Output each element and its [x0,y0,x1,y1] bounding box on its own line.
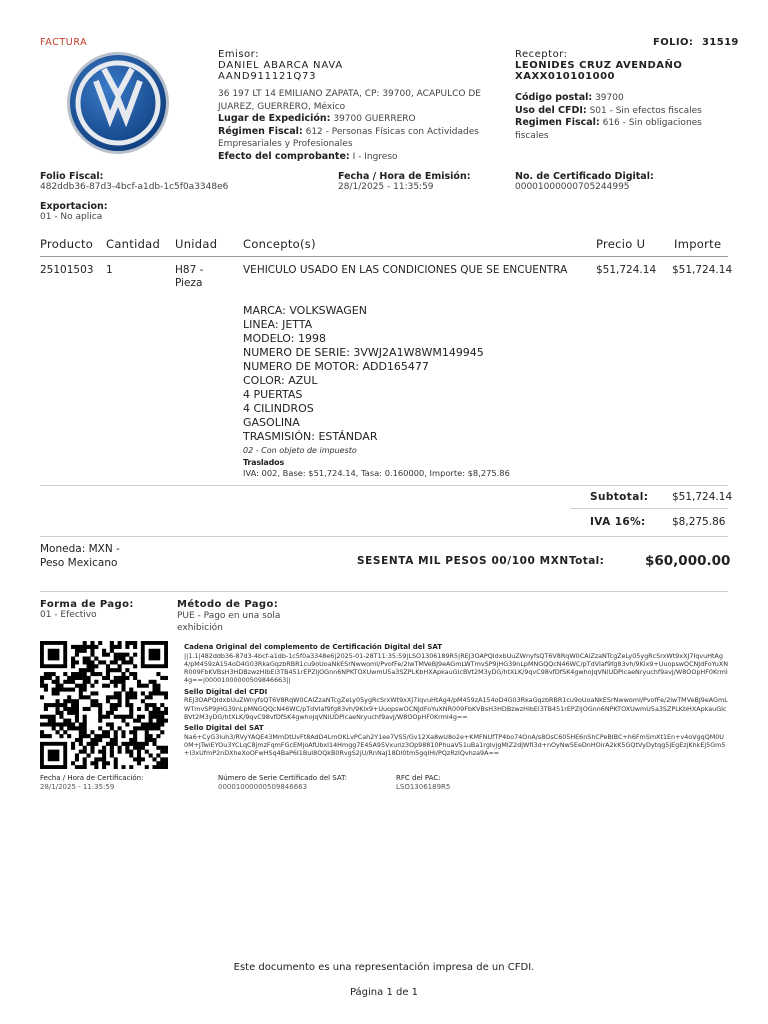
detail-line: MARCA: VOLKSWAGEN [243,304,367,317]
col-concepto: Concepto(s) [243,237,316,251]
row-unidad: H87 - Pieza [175,264,204,289]
row-producto: 25101503 [40,264,94,276]
emisor-address: 36 197 LT 14 EMILIANO ZAPATA, CP: 39700, ACAPULCO DE JUAREZ, GUERRERO, México [218,89,481,112]
rfc-pac-label: RFC del PAC: [396,774,441,782]
uso-label: Uso del CFDI: [515,104,587,116]
folio-fiscal-value: 482ddb36-87d3-4bcf-a1db-1c5f0a3348e6 [40,182,229,192]
traslados-value: IVA: 002, Base: $51,724.14, Tasa: 0.160000, Importe: $8,275.86 [243,468,510,478]
sello-cfdi-label: Sello Digital del CFDI [184,687,268,696]
qr-code-icon [40,641,168,769]
cadena-value: ||1.1|482ddb36-87d3-4bcf-a1db-1c5f0a3348e6|2025-01-28T11:35:59|LSO1306189R5|REJ3OAPQIdxbUuZWnyfsQT6V8RqW0CAlZzaNTcgZeLy05ygRcSrxWt9xXJ7IqvuHtAg4/pM459zA154oD4G03RkaGqzbRBR1cu9oUoaNkESrNwwomI/PvofFe/2lwTMVeBJ9eAGmLWTmvSP9jHG39nLpMNGQQcN46WC/pTdVIaf9fg83vh/9Klx9+UuopswOCNJdFoYuXNR009FbKVBsH3HDBzwzHIbEl3TB451rEPZljOGnn6NPKTOXUwmU5a3SZPLKbHXApkauGIcBVt2M3yDG/htXLK/9qvC98vfDfSK4gwhoJqVNlUDPlcaeNryuchf9avJ/W8OOpHF0KrmI4g==|00001000000509846663|| [184,651,728,685]
total-label: Total: [569,555,605,567]
col-unidad: Unidad [175,237,218,251]
folio-fiscal-label: Folio Fiscal: [40,171,104,182]
detail-line: TRASMISIÓN: ESTÁNDAR [243,430,378,443]
document-type: FACTURA [40,37,88,48]
subtotal-value: $51,724.14 [672,491,733,503]
sello-cfdi-value: REJ3OAPQIdxbUuZWnyfsQT6V8RqW0CAlZzaNTcgZeLy05ygRcSrxWt9xXJ7IqvuHtAg4/pM459zA154oD4G03RkaGqzbRBR1cu9oUoaNkESrNwwomI/PvofFe/2lwTMVeBJ9eAGmLWTmvSP9jHG39nLpMNGQQcN46WC/pTdVIaf9fg83vh/9Klx9+UuopswOCNJdFoYuXNR009FbKVBsH3HDBzwzHIbEl3TB451rEPZljOGnn6NPKTOXUwmU5a3SZPLKbHXApkauGIcBVt2M3yDG/htXLK/9qvC98vfDfSK4gwhoJqVNlUDPlcaeNryuchf9avJ/W8OOpHF0KrmI4g== [184,696,728,721]
detail-line: 4 CILINDROS [243,402,314,415]
emisor-name: DANIEL ABARCA NAVA [218,60,343,71]
fecha-cert-label: Fecha / Hora de Certificación: [40,774,144,782]
col-precio: Precio U [596,237,646,251]
forma-pago-label: Forma de Pago: [40,599,134,610]
detail-line: GASOLINA [243,416,300,429]
totals-bottom-divider [40,536,728,537]
fecha-cert-value: 28/1/2025 - 11:35:59 [40,782,115,791]
folio-label: FOLIO: [653,37,694,48]
total-value: $60,000.00 [645,553,731,569]
efecto-value: I - Ingreso [352,151,398,162]
fecha-emision-label: Fecha / Hora de Emisión: [338,171,471,182]
row-concepto: VEHICULO USADO EN LAS CONDICIONES QUE SE ENCUENTRA [243,264,568,276]
moneda: Moneda: MXN - Peso Mexicano [40,543,120,569]
receptor-rfc: XAXX010101000 [515,71,615,82]
rfc-pac-value: LSO1306189R5 [396,782,451,791]
fecha-emision-value: 28/1/2025 - 11:35:59 [338,182,434,192]
receptor-regimen-label: Regimen Fiscal: [515,117,600,128]
sello-sat-value: Na6+CyG3iuh3/RVyYAQE43MmDtUvFt8AdD4LmOKLvPCah2Y1ee7VS5/Gv12Xa8wU8o2e+KMFNUfTP4bo74OnA/s8OsC605HE6nShCPeBIBC+h6FmSmXt1En+v4oVgqQM0U0M+JTwiEYOu3YCLqC8jmzFqmFGcEMjoAfUbxI14Hmgg7E45A95Vxuriz3Op98810PhuaV51uBa1rgIvjgMIZ2djWfI3d+nOyNw5EeDnHOirA2kK5GQtVyDytqg5jEgEzjKhkEj5Gm5+I3xUfmP2nDXheXoOFwHSq4BaP6I1BuI8OQkB0RvgS2jU/RnNaJ18Dl0tm5gqIHi/PQzRzIQvhza9A== [184,732,726,758]
subtotal-label: Subtotal: [590,491,649,503]
metodo-pago-label: Método de Pago: [177,599,279,610]
cp-label: Código postal: [515,92,593,103]
emisor-rfc: AAND911121Q73 [218,71,317,82]
lugar-value: 39700 GUERRERO [333,114,416,124]
page-number: Página 1 de 1 [349,987,419,998]
col-cantidad: Cantidad [106,237,161,251]
detail-line: LINEA: JETTA [243,318,313,331]
receptor-name: LEONIDES CRUZ AVENDAÑO [515,60,683,71]
totals-divider [570,508,728,509]
lugar-label: Lugar de Expedición: [218,113,331,124]
objeto-impuesto: 02 - Con objeto de impuesto [243,446,357,455]
detail-line: COLOR: AZUL [243,374,318,387]
regimen-value: 612 - Personas Físicas con Actividades Empresariales y Profesionales [218,126,479,149]
row-cantidad: 1 [106,264,113,276]
sello-sat-label: Sello Digital del SAT [184,724,264,733]
uso-value: S01 - Sin efectos fiscales [589,105,702,116]
footer-note: Este documento es una representación impresa de un CFDI. [233,962,535,973]
concepto-details [243,304,484,444]
row-precio: $51,724.14 [596,264,657,276]
receptor-regimen-value: 616 - Sin obligaciones fiscales [515,118,702,141]
regimen-label: Régimen Fiscal: [218,125,303,137]
serie-sat-value: 00001000000509846663 [218,782,308,791]
pago-divider [40,591,728,592]
exportacion-value: 01 - No aplica [40,212,103,222]
col-importe: Importe [674,237,722,251]
traslados-label: Traslados [243,458,285,467]
efecto-label: Efecto del comprobante: [218,150,350,162]
detail-line: NUMERO DE MOTOR: ADD165477 [243,360,429,373]
detail-line: NUMERO DE SERIE: 3VWJ2A1W8WM149945 [243,346,484,359]
cadena-label: Cadena Original del complemento de Certificación Digital del SAT [184,643,443,651]
iva-value: $8,275.86 [672,516,726,528]
forma-pago-value: 01 - Efectivo [40,610,97,620]
col-producto: Producto [40,237,94,251]
metodo-pago-value: PUE - Pago en una sola exhibición [177,611,281,633]
emisor-label: Emisor: [218,49,259,60]
row-divider [40,485,728,486]
cert-value: 00001000000705244995 [515,182,630,192]
serie-sat-label: Número de Serie Certificado del SAT: [218,774,347,782]
cert-label: No. de Certificado Digital: [515,171,654,182]
vw-logo-icon [66,47,170,159]
receptor-label: Receptor: [515,49,568,60]
total-letra: SESENTA MIL PESOS 00/100 MXN [357,555,569,567]
detail-line: MODELO: 1998 [243,332,326,345]
row-importe: $51,724.14 [672,264,733,276]
table-header-divider [40,256,728,257]
folio-number: 31519 [702,37,739,48]
exportacion-label: Exportacion: [40,201,108,212]
cp-value: 39700 [595,93,624,103]
detail-line: 4 PUERTAS [243,388,303,401]
iva-label: IVA 16%: [590,516,646,528]
